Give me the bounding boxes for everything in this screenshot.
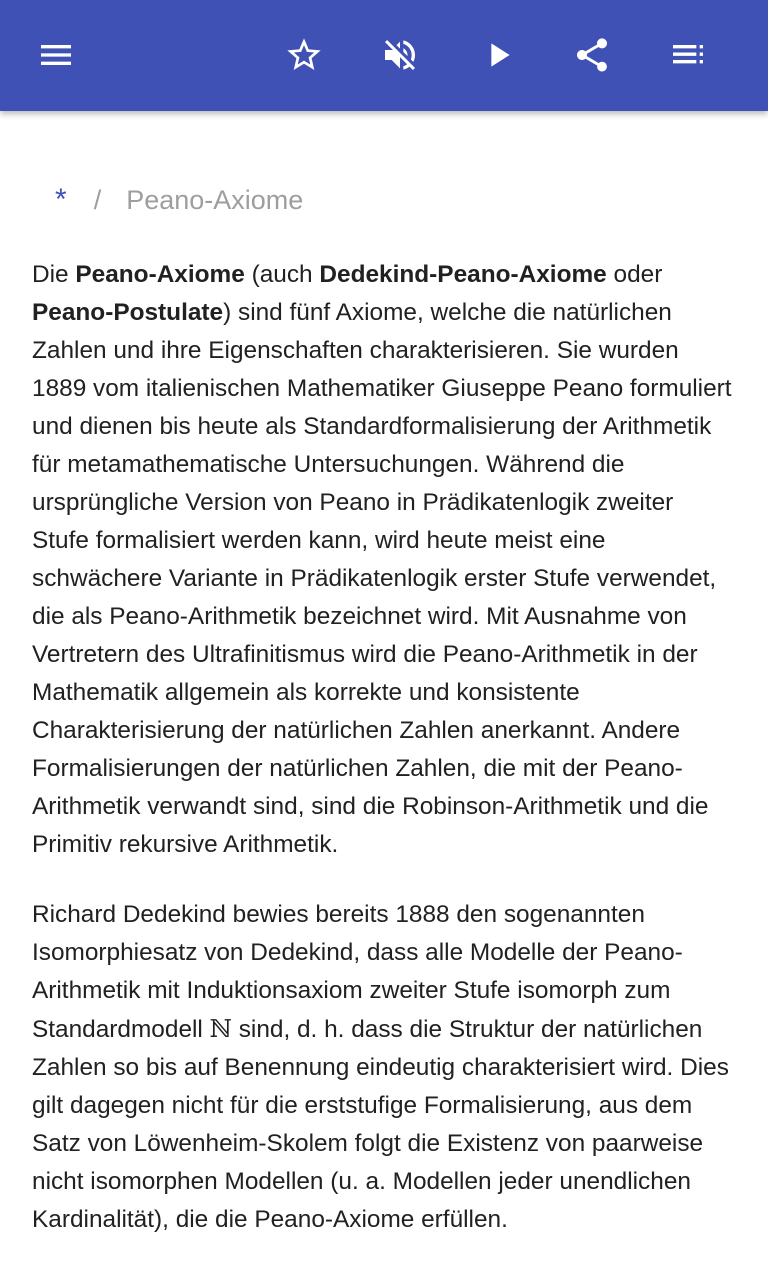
play-icon: [478, 35, 518, 75]
article-paragraph: Die Peano-Axiome (auch Dedekind-Peano-Axiome oder Peano-Postulate) sind fünf Axiome, welche die natürlichen Zahlen und ihre Eigenschaften charakterisieren. Sie wurden 1889 vom italienischen Mathematiker Giuseppe Peano formuliert und dienen bis heute als Standardformalisierung der Arithmetik für metamathematische Untersuchungen. Während die ursprüngliche Version von Peano in Prädikatenlogik zweiter Stufe formalisiert werden kann, wird heute meist eine schwächere Variante in Prädikatenlogik erster Stufe verwendet, die als Peano-Arithmetik bezeichnet wird. Mit Ausnahme von Vertretern des Ultrafinitismus wird die Peano-Arithmetik in der Mathematik allgemein als korrekte und konsistente Charakterisierung der natürlichen Zahlen anerkannt. Andere Formalisierungen der natürlichen Zahlen, die mit der Peano-Arithmetik verwandt sind, sind die Robinson-Arithmetik und die Primitiv rekursive Arithmetik.: [32, 261, 732, 858]
mute-button[interactable]: [372, 27, 428, 83]
play-button[interactable]: [470, 27, 526, 83]
breadcrumb: [32, 180, 303, 220]
bold-term: Peano-Axiome: [75, 261, 245, 288]
breadcrumb-current: Peano-Axiome: [126, 184, 304, 215]
breadcrumb-separator: /: [93, 184, 102, 215]
menu-button[interactable]: [28, 27, 84, 83]
article-content: [32, 256, 736, 1271]
bold-term: Dedekind-Peano-Axiome: [319, 261, 607, 288]
menu-icon: [36, 35, 76, 75]
share-button[interactable]: [564, 27, 620, 83]
app-toolbar: [0, 0, 768, 111]
math-symbol: ℕ: [209, 1014, 232, 1043]
share-icon: [572, 35, 612, 75]
contents-button[interactable]: [660, 27, 716, 83]
favorite-button[interactable]: [276, 27, 332, 83]
breadcrumb-home-link[interactable]: *: [55, 183, 67, 216]
volume-off-icon: [380, 35, 420, 75]
star-outline-icon: [284, 35, 324, 75]
playlist-icon: [668, 35, 708, 75]
bold-term: Peano-Postulate: [32, 299, 224, 326]
article-paragraph: Richard Dedekind bewies bereits 1888 den sogenannten Isomorphiesatz von Dedekind, dass alle Modelle der Peano-Arithmetik mit Induktionsaxiom zweiter Stufe isomorph zum Standardmodell ℕ sind, d. h. dass die Struktur der natürlichen Zahlen so bis auf Benennung eindeutig charakterisiert wird. Dies gilt dagegen nicht für die erststufige Formalisierung, aus dem Satz von Löwenheim-Skolem folgt die Existenz von paarweise nicht isomorphen Modellen (u. a. Modellen jeder unendlichen Kardinalität), die die Peano-Axiome erfüllen.: [32, 901, 729, 1233]
